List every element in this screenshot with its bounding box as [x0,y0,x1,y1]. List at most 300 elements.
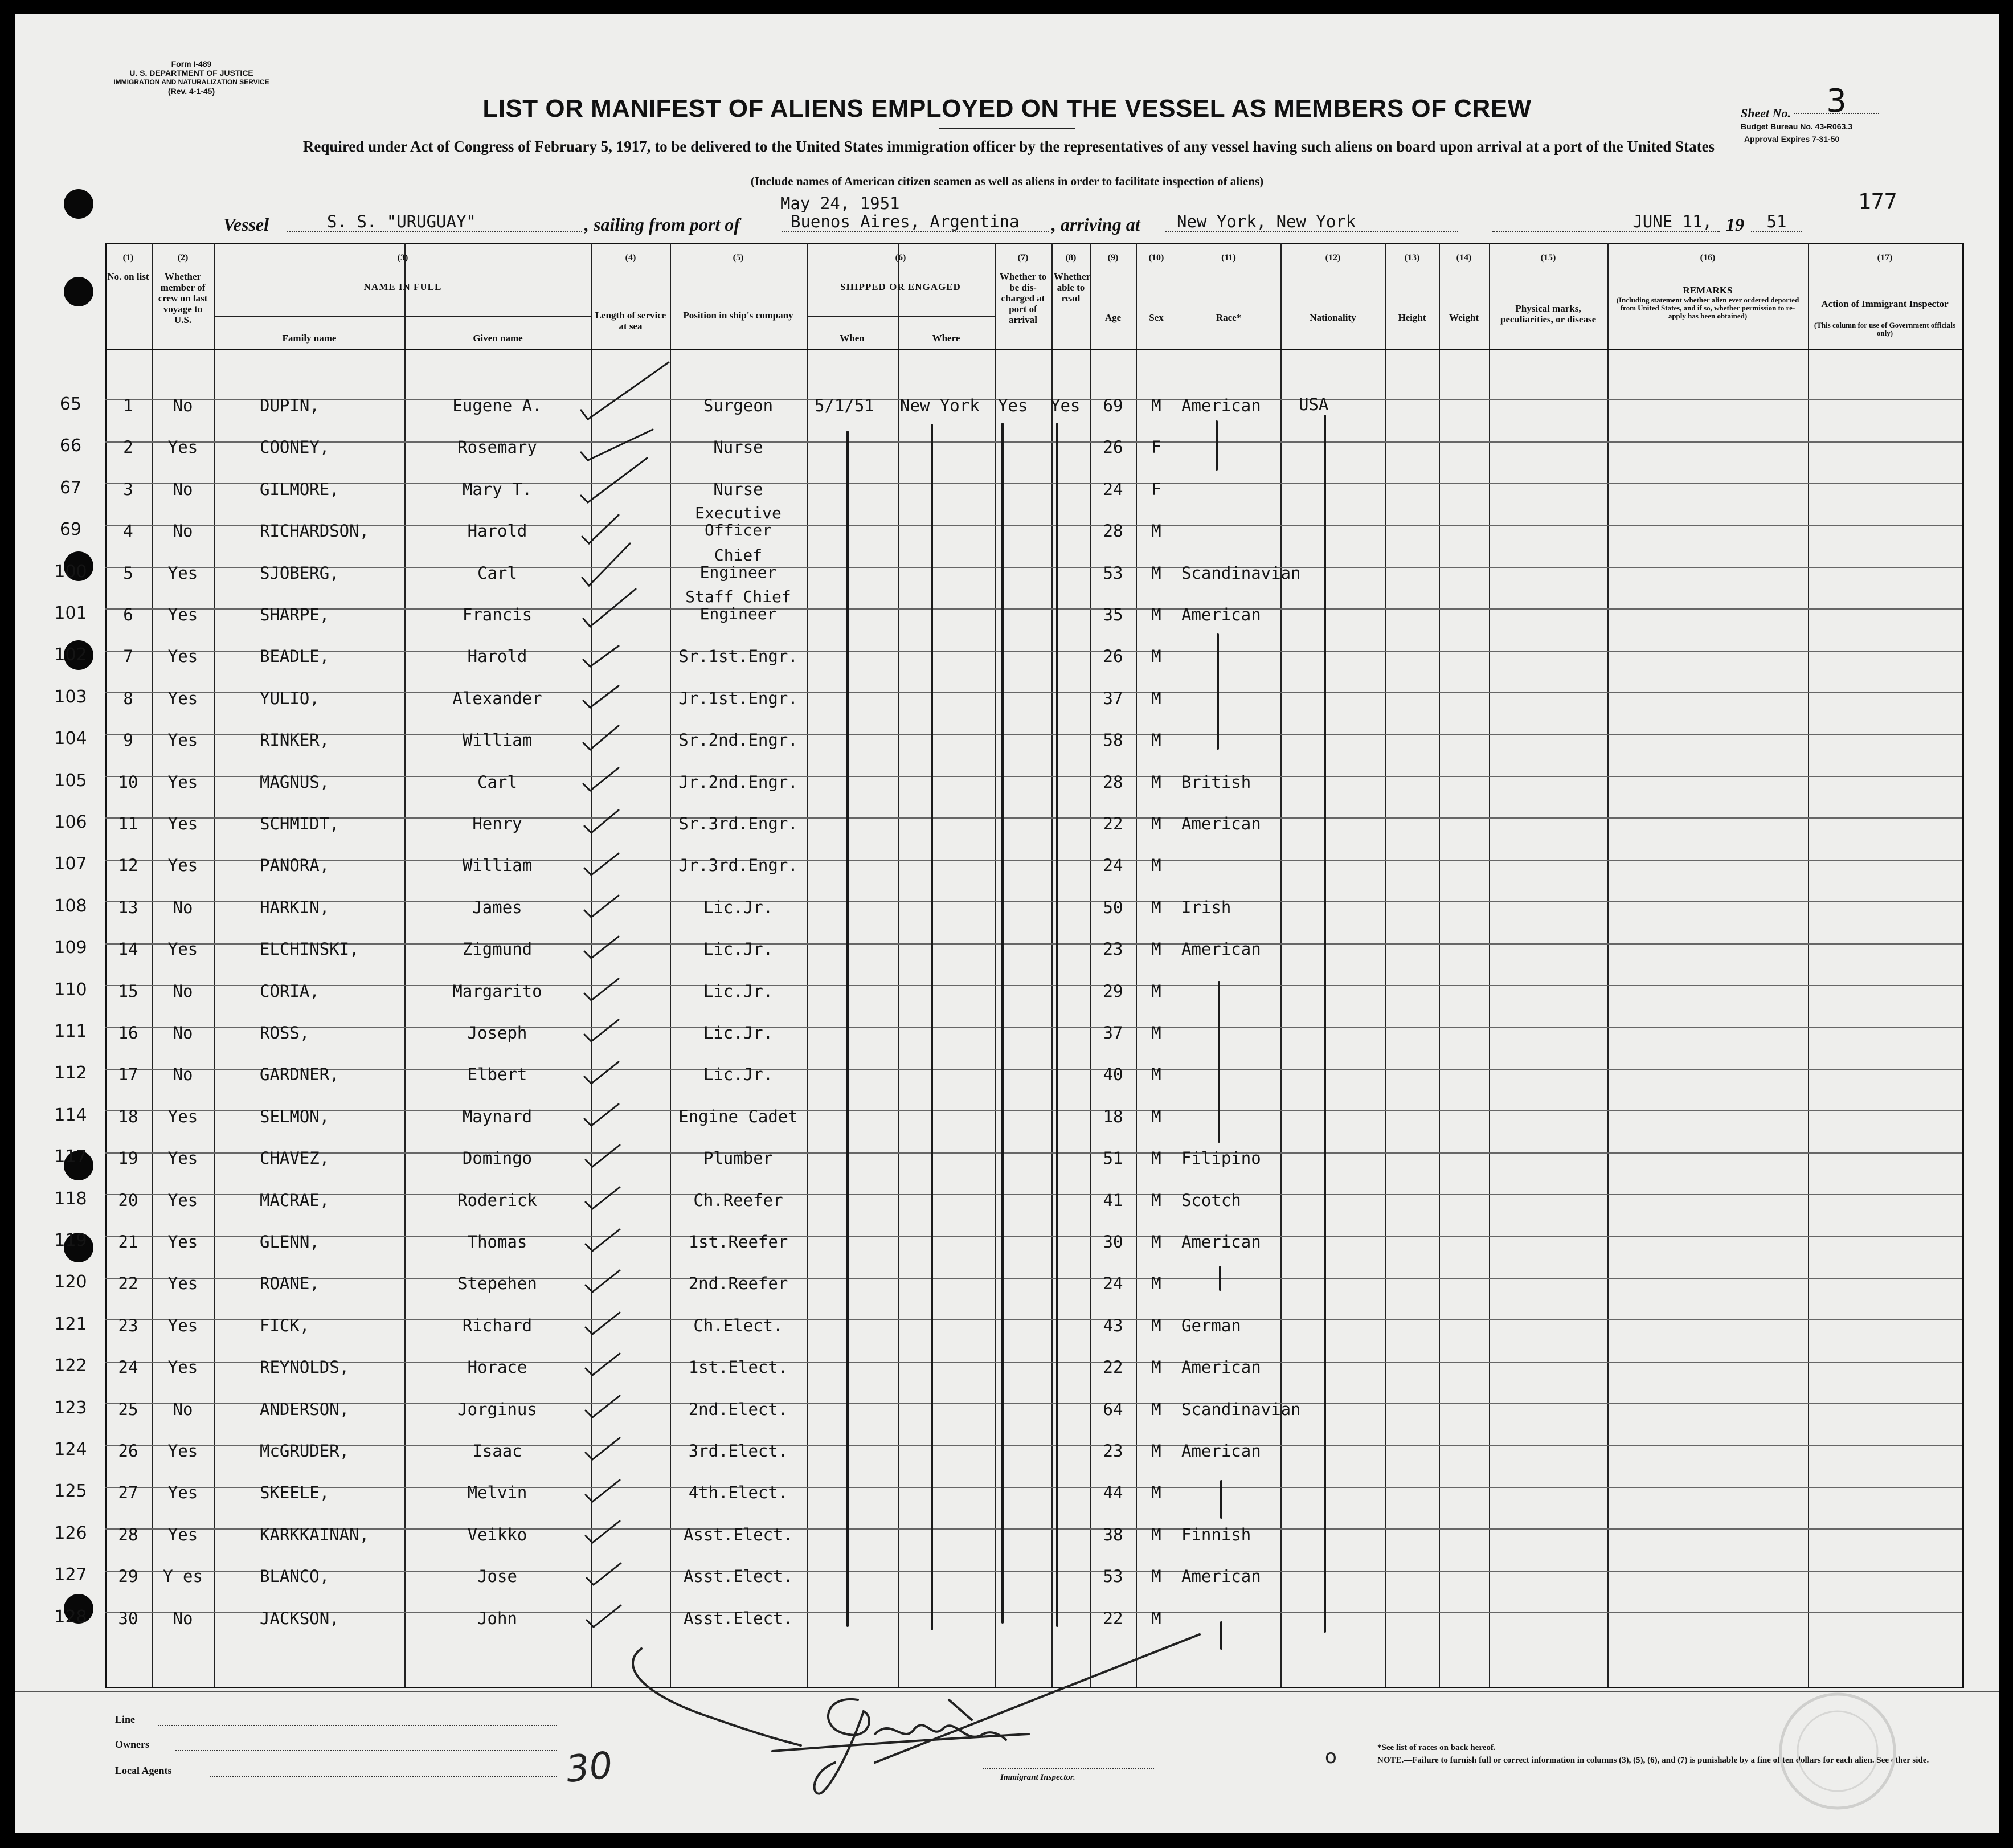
position: Asst.Elect. [683,1525,793,1544]
race: American [1181,1358,1261,1377]
row-margin-number: 104 [54,729,87,749]
race: American [1181,396,1261,415]
previous-voyage: Yes [167,563,198,583]
column-header: Whether member of crew on last voyage to U.S. [158,271,208,325]
row-number: 30 [118,1609,138,1628]
column-header: Weight [1449,312,1479,323]
sex: M [1151,1274,1161,1293]
arrival-port: New York, New York [1165,212,1458,232]
sex: M [1151,1358,1161,1377]
sex: M [1151,814,1161,833]
given-name: Zigmund [462,939,533,959]
family-name: COONEY, [260,438,330,457]
row-margin-number: 128 [54,1607,87,1627]
family-name: SHARPE, [260,605,330,624]
family-name: PANORA, [260,856,330,875]
previous-voyage: Yes [167,605,198,624]
previous-voyage: Yes [167,438,198,457]
given-name: Veikko [467,1525,527,1544]
previous-voyage: No [173,396,193,415]
row-margin-number: 112 [54,1063,87,1083]
column-header: Physical marks, peculiarities, or disease [1500,303,1597,325]
line-label: Line [115,1714,136,1725]
discharged-value: Yes [998,396,1028,415]
sex: M [1151,1191,1161,1210]
race: American [1181,939,1261,959]
given-name: Melvin [467,1483,527,1502]
family-name: McGRUDER, [260,1441,350,1461]
column-header: Race* [1216,312,1242,323]
family-name: BEADLE, [260,647,330,666]
previous-voyage: Yes [167,689,198,708]
sex: F [1151,438,1161,457]
row-margin-number: 123 [54,1398,87,1418]
given-name: William [462,730,533,750]
family-name: SKEELE, [260,1483,330,1502]
given-name: Stepehen [457,1274,537,1293]
row-margin-number: 117 [54,1147,87,1167]
penalty-note: NOTE.—Failure to furnish full or correct information in columns (3), (5), (6), and (7) is punishable by a fine of ten dollars for each alien. See other side. [1377,1756,1929,1765]
row-number: 25 [118,1400,138,1419]
row-margin-number: 110 [54,980,87,1000]
race: American [1181,1567,1261,1586]
previous-voyage: No [173,898,193,917]
row-margin-number: 114 [54,1105,87,1125]
race-note: *See list of races on back hereof. [1377,1743,1496,1752]
row-number: 2 [123,438,133,457]
sex: M [1151,1148,1161,1168]
row-margin-number: 121 [54,1314,87,1334]
family-name: SJOBERG, [260,563,339,583]
position: Chief Engineer [699,546,777,582]
position: Jr.2nd.Engr. [678,772,798,792]
shipped-where: New York [900,396,980,415]
previous-voyage: No [173,1609,193,1628]
column-number: (12) [1325,253,1341,263]
sex: M [1151,1023,1161,1042]
race: American [1181,814,1261,833]
row-number: 29 [118,1567,138,1586]
given-name: Jose [477,1567,517,1586]
family-name: MACRAE, [260,1191,330,1210]
row-margin-number: 66 [59,436,82,456]
race: Finnish [1181,1525,1251,1544]
family-name: YULIO, [260,689,320,708]
able-to-read-value: Yes [1050,396,1081,415]
given-name: Francis [462,605,533,624]
row-number: 21 [118,1232,138,1252]
sex: M [1151,563,1161,583]
sex: M [1151,1400,1161,1419]
sex: M [1151,647,1161,666]
position: 2nd.Reefer [688,1274,788,1293]
column-number: (2) [177,253,189,263]
position: Asst.Elect. [683,1567,793,1586]
arriving-label: , arriving at [1051,214,1140,235]
previous-voyage: Yes [167,1232,198,1252]
row-number: 28 [118,1525,138,1544]
given-name: Eugene A. [452,396,542,415]
given-name: Rosemary [457,438,537,457]
column-number: (13) [1404,253,1420,263]
column-header: Whether to be dis-charged at port of arrival [999,271,1047,325]
subtitle-note: (Include names of American citizen seamen as well as aliens in order to facilitate inspection of aliens) [750,174,1264,188]
position: Asst.Elect. [683,1609,793,1628]
age: 26 [1103,438,1123,457]
previous-voyage: Y es [163,1567,203,1586]
row-number: 26 [118,1441,138,1461]
age: 23 [1103,939,1123,959]
sail-date: May 24, 1951 [780,194,900,213]
sex: M [1151,1525,1161,1544]
position: Ch.Elect. [693,1316,783,1335]
given-name: Carl [477,563,517,583]
race: Filipino [1181,1148,1261,1168]
arrival-year: 51 [1751,212,1802,232]
row-number: 27 [118,1483,138,1502]
age: 22 [1103,814,1123,833]
family-name: ANDERSON, [260,1400,350,1419]
previous-voyage: Yes [167,856,198,875]
age: 38 [1103,1525,1123,1544]
given-name: Jorginus [457,1400,537,1419]
position: Sr.2nd.Engr. [678,730,798,750]
age: 28 [1103,521,1123,541]
row-margin-number: 103 [54,687,87,707]
column-subheader: Given name [473,333,523,344]
position: 1st.Reefer [688,1232,788,1252]
family-name: ROSS, [260,1023,310,1042]
column-number: (16) [1700,253,1716,263]
column-number: (4) [625,253,636,263]
column-header: Position in ship's company [683,310,793,321]
family-name: HARKIN, [260,898,330,917]
sex: M [1151,1567,1161,1586]
vessel-label: Vessel [223,214,269,235]
row-margin-number: 120 [54,1272,87,1292]
race: British [1181,772,1251,792]
row-margin-number: 69 [59,520,82,539]
given-name: Elbert [467,1065,527,1084]
manifest-sheet [15,14,1999,1833]
stray-mark-icon: o [1325,1745,1337,1768]
nationality-value: USA [1299,395,1329,414]
age: 24 [1103,856,1123,875]
column-number: (6) [895,253,906,263]
sex: M [1151,521,1161,541]
given-name: Harold [467,647,527,666]
column-number: (1) [122,253,134,263]
given-name: Maynard [462,1107,533,1126]
row-margin-number: 105 [54,771,87,791]
age: 23 [1103,1441,1123,1461]
column-header: Sex [1149,312,1164,323]
column-subheader: Family name [282,333,337,344]
row-number: 8 [123,689,133,708]
inspector-signature [607,1632,1234,1802]
column-subheader: Where [932,333,960,344]
previous-voyage: Yes [167,1483,198,1502]
row-margin-number: 101 [54,603,87,623]
form-department: U. S. DEPARTMENT OF JUSTICE [129,68,253,77]
given-name: James [472,898,522,917]
age: 53 [1103,563,1123,583]
sex: M [1151,939,1161,959]
age: 41 [1103,1191,1123,1210]
sheet-number: 3 [1794,90,1879,114]
given-name: John [477,1609,517,1628]
age: 35 [1103,605,1123,624]
sheet-stamp-number: 177 [1858,189,1897,214]
previous-voyage: Yes [167,772,198,792]
sex: M [1151,1316,1161,1335]
previous-voyage: No [173,982,193,1001]
race: Scandinavian [1181,563,1301,583]
age: 44 [1103,1483,1123,1502]
given-name: Joseph [467,1023,527,1042]
position: Lic.Jr. [703,1065,774,1084]
given-name: Horace [467,1358,527,1377]
column-header: Nationality [1310,312,1356,323]
position: 2nd.Elect. [688,1400,788,1419]
year-prefix: 19 [1726,214,1744,235]
given-name: Mary T. [462,480,533,499]
family-name: BLANCO, [260,1567,330,1586]
position: Lic.Jr. [703,939,774,959]
previous-voyage: Yes [167,647,198,666]
given-name: Harold [467,521,527,541]
family-name: SELMON, [260,1107,330,1126]
previous-voyage: Yes [167,1274,198,1293]
given-name: Alexander [452,689,542,708]
age: 64 [1103,1400,1123,1419]
position: Staff Chief Engineer [685,587,791,623]
row-margin-number: 125 [54,1481,87,1501]
age: 28 [1103,772,1123,792]
family-name: DUPIN, [260,396,320,415]
owners-label: Owners [115,1739,149,1750]
row-number: 10 [118,772,138,792]
row-number: 14 [118,939,138,959]
inspector-label: Immigrant Inspector. [1000,1773,1075,1782]
race: Scandinavian [1181,1400,1301,1419]
row-margin-number: 126 [54,1523,87,1543]
row-number: 6 [123,605,133,624]
previous-voyage: Yes [167,1316,198,1335]
previous-voyage: Yes [167,1191,198,1210]
handwritten-count: 30 [564,1744,615,1792]
ditto-marks [15,14,1999,1833]
family-name: GLENN, [260,1232,320,1252]
race: American [1181,1441,1261,1461]
column-number: (14) [1456,253,1472,263]
row-number: 3 [123,480,133,499]
previous-voyage: No [173,521,193,541]
row-number: 9 [123,730,133,750]
row-margin-number: 106 [54,812,87,832]
family-name: ELCHINSKI, [260,939,359,959]
family-name: FICK, [260,1316,310,1335]
sex: M [1151,772,1161,792]
column-header: Height [1398,312,1426,323]
given-name: William [462,856,533,875]
row-number: 4 [123,521,133,541]
family-name: GARDNER, [260,1065,339,1084]
previous-voyage: Yes [167,730,198,750]
sex: M [1151,1441,1161,1461]
position: Lic.Jr. [703,1023,774,1042]
age: 29 [1103,982,1123,1001]
row-number: 22 [118,1274,138,1293]
row-number: 19 [118,1148,138,1168]
given-name: Margarito [452,982,542,1001]
column-number: (7) [1017,253,1029,263]
faint-stamp [1746,1688,1929,1814]
sex: M [1151,1107,1161,1126]
race: Scotch [1181,1191,1241,1210]
column-header: Length of service at sea [595,310,666,332]
given-name: Isaac [472,1441,522,1461]
family-name: RICHARDSON, [260,521,370,541]
sex: M [1151,730,1161,750]
age: 43 [1103,1316,1123,1335]
column-number: (10) [1148,253,1164,263]
column-number: (3) [397,253,408,263]
row-margin-number: 119 [54,1230,87,1250]
age: 22 [1103,1358,1123,1377]
row-margin-number: 111 [54,1021,87,1041]
approval-expires: Approval Expires 7-31-50 [1744,134,1840,144]
position: Surgeon [703,396,774,415]
family-name: JACKSON, [260,1609,339,1628]
age: 24 [1103,1274,1123,1293]
age: 50 [1103,898,1123,917]
previous-voyage: No [173,1023,193,1042]
family-name: CHAVEZ, [260,1148,330,1168]
sheet-label: Sheet No. [1741,106,1791,120]
given-name: Richard [462,1316,533,1335]
arrival-date: JUNE 11, [1492,212,1720,232]
position: Sr.3rd.Engr. [678,814,798,833]
age: 53 [1103,1567,1123,1586]
row-number: 23 [118,1316,138,1335]
row-number: 5 [123,563,133,583]
column-header: Action of Immigrant Inspector [1821,299,1949,309]
age: 37 [1103,1023,1123,1042]
family-name: RINKER, [260,730,330,750]
column-header: REMARKS [1683,285,1733,296]
row-number: 7 [123,647,133,666]
column-number: (11) [1221,253,1236,263]
previous-voyage: Yes [167,1358,198,1377]
family-name: CORIA, [260,982,320,1001]
row-number: 18 [118,1107,138,1126]
previous-voyage: No [173,1400,193,1419]
position: Lic.Jr. [703,982,774,1001]
position: Plumber [703,1148,774,1168]
form-service: IMMIGRATION AND NATURALIZATION SERVICE [113,78,269,86]
row-number: 16 [118,1023,138,1042]
previous-voyage: Yes [167,939,198,959]
previous-voyage: Yes [167,1525,198,1544]
age: 58 [1103,730,1123,750]
row-margin-number: 67 [59,478,82,498]
position: 3rd.Elect. [688,1441,788,1461]
sex: M [1151,1065,1161,1084]
age: 18 [1103,1107,1123,1126]
row-number: 13 [118,898,138,917]
age: 26 [1103,647,1123,666]
race: American [1181,605,1261,624]
age: 22 [1103,1609,1123,1628]
local-agents-field [210,1776,557,1777]
column-number: (9) [1107,253,1119,263]
previous-voyage: Yes [167,1107,198,1126]
column-number: (17) [1877,253,1893,263]
column-header: No. on list [107,271,149,282]
column-subheader: When [840,333,865,344]
race: American [1181,1232,1261,1252]
column-number: (5) [733,253,744,263]
family-name: MAGNUS, [260,772,330,792]
row-margin-number: 108 [54,896,87,916]
given-name: Thomas [467,1232,527,1252]
age: 24 [1103,480,1123,499]
column-header: Whether able to read [1054,271,1091,304]
family-name: ROANE, [260,1274,320,1293]
position: 4th.Elect. [688,1483,788,1502]
row-number: 12 [118,856,138,875]
sex: M [1151,396,1161,415]
position: Nurse [713,480,763,499]
budget-bureau: Budget Bureau No. 43-R063.3 [1741,122,1853,131]
vessel-name: S. S. "URUGUAY" [287,212,582,232]
row-number: 17 [118,1065,138,1084]
local-agents-label: Local Agents [115,1765,172,1776]
previous-voyage: Yes [167,814,198,833]
given-name: Carl [477,772,517,792]
row-margin-number: 100 [54,562,87,582]
row-margin-number: 65 [59,394,82,414]
previous-voyage: No [173,1065,193,1084]
row-margin-number: 122 [54,1356,87,1376]
race: Irish [1181,898,1231,917]
inspector-line [983,1768,1154,1769]
sex: M [1151,1609,1161,1628]
row-number: 11 [118,814,138,833]
sex: M [1151,1232,1161,1252]
row-margin-number: 109 [54,938,87,958]
row-margin-number: 127 [54,1565,87,1585]
sex: F [1151,480,1161,499]
given-name: Domingo [462,1148,533,1168]
page-title: LIST OR MANIFEST OF ALIENS EMPLOYED ON THE VESSEL AS MEMBERS OF CREW [482,95,1532,122]
departure-port: Buenos Aires, Argentina [782,212,1049,232]
position: Executive Officer [695,504,782,539]
previous-voyage: No [173,480,193,499]
column-number: (8) [1065,253,1077,263]
column-header: Age [1104,312,1122,323]
row-number: 15 [118,982,138,1001]
sex: M [1151,856,1161,875]
position: 1st.Elect. [688,1358,788,1377]
row-number: 24 [118,1358,138,1377]
row-margin-number: 107 [54,854,87,874]
given-name: Henry [472,814,522,833]
column-header: SHIPPED OR ENGAGED [840,281,961,292]
position: Jr.3rd.Engr. [678,856,798,875]
form-revision: (Rev. 4-1-45) [167,87,215,96]
